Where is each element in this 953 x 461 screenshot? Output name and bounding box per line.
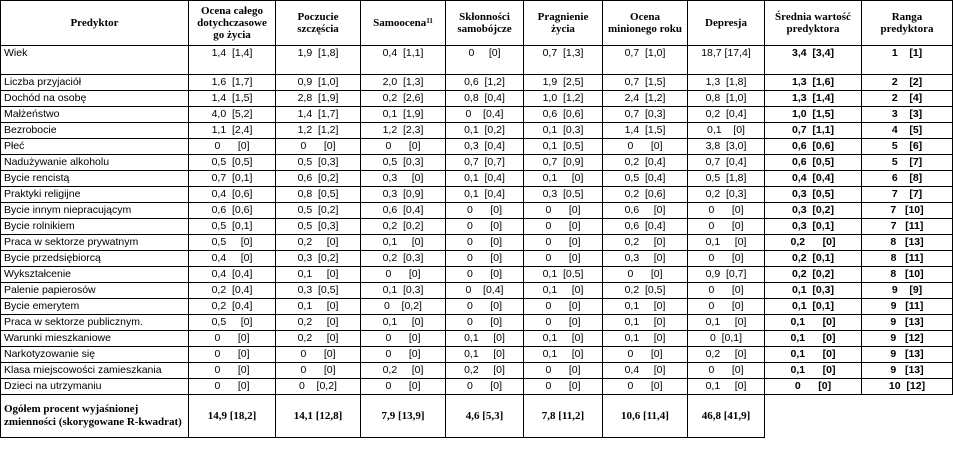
value-cell: 0,2 [0,3]: [361, 251, 446, 267]
predictor-name: Bycie przedsiębiorcą: [1, 251, 189, 267]
value-cell: 0,1 [0]: [603, 331, 688, 347]
rank-cell: 7 [11]: [862, 219, 953, 235]
value-cell: 0,7 [0,4]: [688, 155, 765, 171]
value-cell: 0,3 [0]: [361, 171, 446, 187]
value-cell: 0 [0,1]: [688, 331, 765, 347]
value-cell: 1,6 [1,7]: [189, 75, 276, 91]
rank-cell: 3 [3]: [862, 107, 953, 123]
value-cell: 0,1 [0]: [688, 123, 765, 139]
predictor-name: Warunki mieszkaniowe: [1, 331, 189, 347]
mean-cell: 0,3 [0,2]: [765, 203, 862, 219]
value-cell: 0,1 [0,4]: [446, 171, 524, 187]
value-cell: 1,4 [1,7]: [276, 107, 361, 123]
value-cell: 0,8 [0,4]: [446, 91, 524, 107]
value-cell: 0 [0]: [276, 363, 361, 379]
value-cell: 0,2 [0]: [276, 235, 361, 251]
rank-cell: 8 [10]: [862, 267, 953, 283]
value-cell: 0,5 [0,1]: [189, 219, 276, 235]
value-cell: 0,2 [0]: [446, 363, 524, 379]
value-cell: 0,6 [0,4]: [361, 203, 446, 219]
rank-cell: 7 [7]: [862, 187, 953, 203]
mean-cell: 1,0 [1,5]: [765, 107, 862, 123]
footer-cell: 7,9 [13,9]: [361, 395, 446, 438]
table-row: [1, 139, 953, 155]
value-cell: 4,0 [5,2]: [189, 107, 276, 123]
value-cell: 0,1 [0]: [688, 379, 765, 395]
value-cell: 1,2 [2,3]: [361, 123, 446, 139]
value-cell: 0,2 [0]: [603, 235, 688, 251]
value-cell: 0,8 [0,5]: [276, 187, 361, 203]
mean-cell: 3,4 [3,4]: [765, 46, 862, 75]
mean-cell: 0,1 [0]: [765, 315, 862, 331]
header-self-esteem: [361, 1, 446, 46]
mean-cell: 0,3 [0,5]: [765, 187, 862, 203]
value-cell: 0 [0]: [524, 299, 603, 315]
rank-cell: 9 [13]: [862, 315, 953, 331]
mean-cell: 0,2 [0,1]: [765, 251, 862, 267]
value-cell: 0,5 [0,3]: [276, 219, 361, 235]
table-row: [1, 331, 953, 347]
table-row: [1, 379, 953, 395]
value-cell: 0,7 [1,5]: [603, 75, 688, 91]
predictor-name: Dzieci na utrzymaniu: [1, 379, 189, 395]
value-cell: 0,7 [0,9]: [524, 155, 603, 171]
value-cell: 0,1 [1,9]: [361, 107, 446, 123]
rank-cell: 9 [11]: [862, 299, 953, 315]
value-cell: 0,2 [0]: [276, 315, 361, 331]
value-cell: 0 [0]: [524, 203, 603, 219]
table-row: [1, 107, 953, 123]
header-last-year: Ocena minionego roku: [603, 1, 688, 46]
value-cell: 0,1 [0]: [524, 347, 603, 363]
rank-cell: 9 [13]: [862, 363, 953, 379]
header-depression: Depresja: [688, 1, 765, 46]
mean-cell: 0,1 [0]: [765, 363, 862, 379]
value-cell: 0,2 [0,5]: [603, 283, 688, 299]
value-cell: 0,5 [0,2]: [276, 203, 361, 219]
value-cell: 0,2 [0,6]: [603, 187, 688, 203]
value-cell: 0 [0]: [446, 203, 524, 219]
mean-cell: 0,1 [0,3]: [765, 283, 862, 299]
value-cell: 0,7 [0,3]: [603, 107, 688, 123]
value-cell: 0,3 [0,5]: [276, 283, 361, 299]
value-cell: 0 [0]: [688, 299, 765, 315]
value-cell: 0,1 [0]: [446, 331, 524, 347]
rank-cell: 1 [1]: [862, 46, 953, 75]
predictor-name: Wiek: [1, 46, 189, 75]
footer-row: [1, 395, 953, 438]
value-cell: 0 [0]: [446, 299, 524, 315]
value-cell: 0 [0,4]: [446, 283, 524, 299]
value-cell: 0,1 [0]: [276, 299, 361, 315]
header-row: [1, 1, 953, 46]
value-cell: 1,0 [1,2]: [524, 91, 603, 107]
predictor-name: Narkotyzowanie się: [1, 347, 189, 363]
value-cell: 0,3 [0,9]: [361, 187, 446, 203]
value-cell: 0,2 [0,2]: [361, 219, 446, 235]
value-cell: 0 [0,2]: [276, 379, 361, 395]
predictor-name: Bycie emerytem: [1, 299, 189, 315]
value-cell: 0 [0]: [276, 347, 361, 363]
value-cell: 0,2 [2,6]: [361, 91, 446, 107]
value-cell: 0,5 [0,3]: [361, 155, 446, 171]
value-cell: 0,6 [0,2]: [276, 171, 361, 187]
table-row: [1, 155, 953, 171]
value-cell: 1,9 [1,8]: [276, 46, 361, 75]
value-cell: 0,5 [0]: [189, 235, 276, 251]
value-cell: 0 [0]: [361, 139, 446, 155]
value-cell: 0 [0]: [446, 251, 524, 267]
predictor-name: Praca w sektorze publicznym.: [1, 315, 189, 331]
rank-cell: 9 [13]: [862, 347, 953, 363]
footer-cell: 7,8 [11,2]: [524, 395, 603, 438]
value-cell: 0,6 [0,6]: [189, 203, 276, 219]
footer-cell: 14,9 [18,2]: [189, 395, 276, 438]
value-cell: 1,2 [1,2]: [276, 123, 361, 139]
value-cell: 0 [0]: [688, 203, 765, 219]
mean-cell: 0,2 [0,2]: [765, 267, 862, 283]
header-rank: Ranga predyktora: [862, 1, 953, 46]
table-row: [1, 46, 953, 75]
table-row: [1, 91, 953, 107]
predictor-name: Małżeństwo: [1, 107, 189, 123]
value-cell: 0 [0,4]: [446, 107, 524, 123]
value-cell: 0,1 [0,5]: [524, 267, 603, 283]
table-row: [1, 347, 953, 363]
header-self-esteem-label: Samoocena: [373, 17, 427, 29]
value-cell: 0,7 [1,0]: [603, 46, 688, 75]
value-cell: 0,5 [0,5]: [189, 155, 276, 171]
value-cell: 0,4 [1,1]: [361, 46, 446, 75]
mean-cell: 1,3 [1,4]: [765, 91, 862, 107]
value-cell: 0,2 [0]: [361, 363, 446, 379]
value-cell: 0,4 [0,4]: [189, 267, 276, 283]
mean-cell: 0,3 [0,1]: [765, 219, 862, 235]
table-row: [1, 203, 953, 219]
value-cell: 0 [0]: [189, 331, 276, 347]
value-cell: 0,5 [0,3]: [276, 155, 361, 171]
value-cell: 0 [0]: [524, 315, 603, 331]
header-suicidal: Skłonności samobójcze: [446, 1, 524, 46]
predictor-name: Liczba przyjaciół: [1, 75, 189, 91]
value-cell: 0,1 [0]: [688, 235, 765, 251]
predictor-name: Klasa miejscowości zamieszkania: [1, 363, 189, 379]
table-row: [1, 299, 953, 315]
mean-cell: 0 [0]: [765, 379, 862, 395]
table-row: [1, 315, 953, 331]
table-row: [1, 283, 953, 299]
value-cell: 0,5 [0,4]: [603, 171, 688, 187]
value-cell: 0 [0]: [361, 347, 446, 363]
value-cell: 0,9 [0,7]: [688, 267, 765, 283]
table-row: [1, 171, 953, 187]
value-cell: 0 [0]: [276, 139, 361, 155]
rank-cell: 4 [5]: [862, 123, 953, 139]
value-cell: 0,1 [0]: [603, 315, 688, 331]
footnote-ref: 11: [426, 17, 433, 25]
value-cell: 0,4 [0]: [189, 251, 276, 267]
footer-label: Ogółem procent wyjaśnionej zmienności (skorygowane R-kwadrat): [1, 395, 189, 438]
value-cell: 0 [0]: [446, 235, 524, 251]
mean-cell: 0,2 [0]: [765, 235, 862, 251]
footer-cell: 14,1 [12,8]: [276, 395, 361, 438]
footer-empty: [862, 395, 953, 438]
rank-cell: 8 [13]: [862, 235, 953, 251]
value-cell: 0,1 [0]: [361, 315, 446, 331]
mean-cell: 0,7 [1,1]: [765, 123, 862, 139]
table-row: [1, 235, 953, 251]
predictor-name: Praktyki religijne: [1, 187, 189, 203]
value-cell: 0 [0]: [361, 379, 446, 395]
rank-cell: 8 [11]: [862, 251, 953, 267]
header-predictor: Predyktor: [1, 1, 189, 46]
rank-cell: 2 [4]: [862, 91, 953, 107]
mean-cell: 0,1 [0]: [765, 347, 862, 363]
value-cell: 0,6 [1,2]: [446, 75, 524, 91]
rank-cell: 7 [10]: [862, 203, 953, 219]
table-row: [1, 267, 953, 283]
value-cell: 0,3 [0,2]: [276, 251, 361, 267]
predictor-name: Nadużywanie alkoholu: [1, 155, 189, 171]
mean-cell: 1,3 [1,6]: [765, 75, 862, 91]
predictor-name: Płeć: [1, 139, 189, 155]
value-cell: 18,7 [17,4]: [688, 46, 765, 75]
value-cell: 1,3 [1,8]: [688, 75, 765, 91]
value-cell: 0,1 [0]: [688, 315, 765, 331]
value-cell: 0,6 [0,6]: [524, 107, 603, 123]
value-cell: 0,1 [0,2]: [446, 123, 524, 139]
value-cell: 0 [0]: [524, 235, 603, 251]
value-cell: 1,4 [1,5]: [603, 123, 688, 139]
footer-cell: 4,6 [5,3]: [446, 395, 524, 438]
value-cell: 0 [0]: [446, 219, 524, 235]
value-cell: 0 [0]: [361, 331, 446, 347]
value-cell: 0,2 [0]: [276, 331, 361, 347]
table-row: [1, 363, 953, 379]
value-cell: 0 [0]: [688, 363, 765, 379]
rank-cell: 9 [12]: [862, 331, 953, 347]
value-cell: 1,4 [1,5]: [189, 91, 276, 107]
header-will-to-live: Pragnienie życia: [524, 1, 603, 46]
value-cell: 0 [0]: [603, 139, 688, 155]
predictor-name: Wykształcenie: [1, 267, 189, 283]
value-cell: 0,1 [0,5]: [524, 139, 603, 155]
predictor-name: Bycie rolnikiem: [1, 219, 189, 235]
value-cell: 0 [0]: [189, 379, 276, 395]
mean-cell: 0,6 [0,5]: [765, 155, 862, 171]
value-cell: 2,8 [1,9]: [276, 91, 361, 107]
value-cell: 0,5 [1,8]: [688, 171, 765, 187]
mean-cell: 0,6 [0,6]: [765, 139, 862, 155]
value-cell: 0 [0]: [688, 251, 765, 267]
predictor-name: Dochód na osobę: [1, 91, 189, 107]
rank-cell: 5 [6]: [862, 139, 953, 155]
value-cell: 0 [0,2]: [361, 299, 446, 315]
value-cell: 0,1 [0,3]: [361, 283, 446, 299]
value-cell: 1,4 [1,4]: [189, 46, 276, 75]
value-cell: 0 [0]: [524, 363, 603, 379]
value-cell: 1,9 [2,5]: [524, 75, 603, 91]
table-row: [1, 251, 953, 267]
table-row: [1, 123, 953, 139]
predictor-name: Bycie rencistą: [1, 171, 189, 187]
value-cell: 1,1 [2,4]: [189, 123, 276, 139]
value-cell: 0,1 [0]: [603, 299, 688, 315]
rank-cell: 9 [9]: [862, 283, 953, 299]
header-mean: Średnia wartość predyktora: [765, 1, 862, 46]
table-row: [1, 75, 953, 91]
mean-cell: 0,1 [0,1]: [765, 299, 862, 315]
value-cell: 0,3 [0]: [603, 251, 688, 267]
value-cell: 0 [0]: [446, 379, 524, 395]
header-happiness: Poczucie szczęścia: [276, 1, 361, 46]
value-cell: 0,5 [0]: [189, 315, 276, 331]
value-cell: 3,8 [3,0]: [688, 139, 765, 155]
mean-cell: 0,1 [0]: [765, 331, 862, 347]
value-cell: 0 [0]: [524, 251, 603, 267]
value-cell: 0,1 [0]: [524, 171, 603, 187]
value-cell: 0 [0]: [688, 219, 765, 235]
value-cell: 0,6 [0]: [603, 203, 688, 219]
value-cell: 2,4 [1,2]: [603, 91, 688, 107]
value-cell: 0,1 [0]: [276, 267, 361, 283]
rank-cell: 2 [2]: [862, 75, 953, 91]
value-cell: 0,1 [0,3]: [524, 123, 603, 139]
value-cell: 0,7 [0,7]: [446, 155, 524, 171]
value-cell: 0 [0]: [189, 363, 276, 379]
value-cell: 0 [0]: [361, 267, 446, 283]
value-cell: 0 [0]: [603, 379, 688, 395]
footer-cell: 46,8 [41,9]: [688, 395, 765, 438]
predictor-name: Bezrobocie: [1, 123, 189, 139]
value-cell: 0 [0]: [688, 283, 765, 299]
value-cell: 0,2 [0,4]: [688, 107, 765, 123]
value-cell: 0,4 [0]: [603, 363, 688, 379]
predictor-name: Praca w sektorze prywatnym: [1, 235, 189, 251]
value-cell: 0,4 [0,6]: [189, 187, 276, 203]
value-cell: 0,1 [0]: [524, 331, 603, 347]
value-cell: 2,0 [1,3]: [361, 75, 446, 91]
value-cell: 0,1 [0]: [524, 283, 603, 299]
footer-cell: 10,6 [11,4]: [603, 395, 688, 438]
value-cell: 0,1 [0]: [361, 235, 446, 251]
value-cell: 0 [0]: [446, 267, 524, 283]
value-cell: 0,3 [0,5]: [524, 187, 603, 203]
value-cell: 0,2 [0,4]: [189, 299, 276, 315]
value-cell: 0 [0]: [189, 347, 276, 363]
table-row: [1, 219, 953, 235]
value-cell: 0,7 [0,1]: [189, 171, 276, 187]
predictor-name: Bycie innym niepracującym: [1, 203, 189, 219]
value-cell: 0,7 [1,3]: [524, 46, 603, 75]
value-cell: 0,8 [1,0]: [688, 91, 765, 107]
value-cell: 0,2 [0,4]: [603, 155, 688, 171]
value-cell: 0,3 [0,4]: [446, 139, 524, 155]
value-cell: 0 [0]: [603, 267, 688, 283]
header-overall-life: Ocena całego dotychczasowe go życia: [189, 1, 276, 46]
value-cell: 0 [0]: [603, 347, 688, 363]
value-cell: 0,1 [0]: [446, 347, 524, 363]
footer-empty: [765, 395, 862, 438]
value-cell: 0 [0]: [189, 139, 276, 155]
rank-cell: 10 [12]: [862, 379, 953, 395]
value-cell: 0 [0]: [446, 315, 524, 331]
value-cell: 0 [0]: [524, 379, 603, 395]
predictor-name: Palenie papierosów: [1, 283, 189, 299]
value-cell: 0,9 [1,0]: [276, 75, 361, 91]
value-cell: 0 [0]: [524, 219, 603, 235]
mean-cell: 0,4 [0,4]: [765, 171, 862, 187]
value-cell: 0,1 [0,4]: [446, 187, 524, 203]
table-row: [1, 187, 953, 203]
value-cell: 0,6 [0,4]: [603, 219, 688, 235]
value-cell: 0,2 [0]: [688, 347, 765, 363]
rank-cell: 6 [8]: [862, 171, 953, 187]
value-cell: 0,2 [0,4]: [189, 283, 276, 299]
rank-cell: 5 [7]: [862, 155, 953, 171]
value-cell: 0,2 [0,3]: [688, 187, 765, 203]
value-cell: 0 [0]: [446, 46, 524, 75]
